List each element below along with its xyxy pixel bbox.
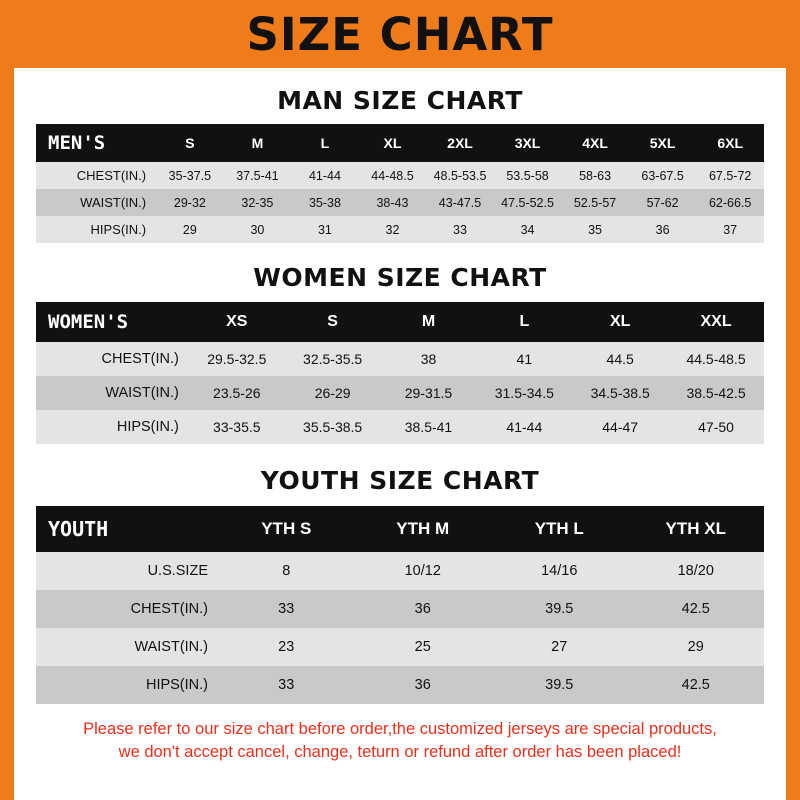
men-column-header: M [251,135,264,151]
women-column-header: S [327,313,338,330]
women-cell: 44.5 [606,351,634,367]
youth-cell: 39.5 [545,601,574,617]
man-section [14,86,786,243]
women-cell: 44.5-48.5 [686,351,746,367]
women-column-header: M [421,313,436,330]
women-table-body [36,342,764,444]
women-cell: 41 [516,351,533,367]
women-cell: 31.5-34.5 [494,385,554,401]
men-cell: 67.5-72 [708,168,752,183]
women-cell: 34.5-38.5 [590,385,650,401]
men-cell: 35 [588,222,603,237]
men-cell: 62-66.5 [708,195,752,210]
youth-cell: 8 [282,563,291,579]
men-cell: 35-37.5 [168,168,212,183]
men-column-header: L [320,135,330,151]
men-table-head [36,124,764,162]
men-cell: 36 [655,222,670,237]
page-title: SIZE CHART [246,7,554,61]
women-cell: 29-31.5 [404,385,453,401]
table-row [36,342,764,376]
women-section [14,263,786,444]
men-cell: 30 [250,222,265,237]
women-column-header: XXL [700,313,732,330]
women-cell: 44-47 [602,419,639,435]
youth-row-label: CHEST(IN.) [130,601,208,617]
men-column-header: 3XL [514,135,541,151]
women-cell: 47-50 [698,419,734,435]
men-cell: 37.5-41 [236,168,279,183]
men-cell: 52.5-57 [573,195,617,210]
youth-cell: 33 [278,601,295,617]
men-cell: 43-47.5 [438,195,482,210]
men-cell: 32 [385,222,400,237]
youth-section [14,466,786,704]
youth-row-label: HIPS(IN.) [145,677,208,693]
men-table-body [36,162,764,243]
youth-column-header: YTH M [396,519,450,538]
youth-header-row [36,506,764,552]
men-cell: 57-62 [646,195,679,210]
men-cell: 34 [520,222,535,237]
youth-size-table [36,506,764,704]
women-section-title: WOMEN SIZE CHART [253,263,547,292]
youth-cell: 23 [278,639,295,655]
youth-section-title: YOUTH SIZE CHART [260,466,540,495]
youth-cell: 14/16 [541,563,578,579]
youth-cell: 39.5 [545,677,574,693]
youth-column-header: YTH L [534,519,584,538]
men-cell: 38-43 [376,195,409,210]
women-column-header: XL [609,313,631,330]
women-cell: 38.5-41 [404,419,453,435]
men-row-header-label: MEN'S [48,132,106,154]
table-row [36,376,764,410]
women-cell: 41-44 [506,419,543,435]
women-cell: 35.5-38.5 [303,419,363,435]
table-row [36,590,764,628]
women-row-label: WAIST(IN.) [105,385,179,401]
women-cell: 32.5-35.5 [303,351,363,367]
women-column-header: L [519,313,530,330]
youth-cell: 10/12 [404,563,441,579]
women-cell: 33-35.5 [213,419,261,435]
men-cell: 41-44 [308,168,341,183]
men-column-header: S [185,135,195,151]
men-column-header: 2XL [447,135,473,151]
women-cell: 38.5-42.5 [686,385,746,401]
notice-line-2: we don't accept cancel, change, teturn or refund after order has been placed! [118,743,682,762]
youth-column-header: YTH XL [665,519,726,538]
youth-row-label: U.S.SIZE [147,563,208,579]
youth-cell: 27 [551,639,568,655]
women-row-label: CHEST(IN.) [101,351,179,367]
youth-column-header: YTH S [261,519,312,538]
youth-cell: 18/20 [677,563,714,579]
men-cell: 32-35 [241,195,274,210]
women-cell: 29.5-32.5 [207,351,267,367]
men-column-header: 6XL [717,135,744,151]
men-cell: 47.5-52.5 [501,195,554,210]
banner [0,0,800,68]
table-row [36,552,764,590]
table-row [36,216,764,243]
youth-table-head [36,506,764,552]
table-row [36,162,764,189]
men-row-label: CHEST(IN.) [76,168,147,183]
table-row [36,628,764,666]
women-cell: 26-29 [314,385,351,401]
men-column-header: XL [383,135,402,151]
order-notice [14,718,786,765]
men-cell: 31 [317,222,332,237]
youth-cell: 33 [278,677,295,693]
men-cell: 58-63 [579,168,612,183]
men-cell: 37 [723,222,738,237]
youth-row-label: WAIST(IN.) [134,639,208,655]
women-table-head [36,302,764,342]
men-cell: 29-32 [173,195,206,210]
men-cell: 29 [182,222,197,237]
youth-row-header-label: YOUTH [48,517,109,541]
men-header-row [36,124,764,162]
men-cell: 35-38 [308,195,341,210]
table-row [36,410,764,444]
men-cell: 63-67.5 [641,168,684,183]
men-row-label: WAIST(IN.) [80,195,147,210]
women-row-header-label: WOMEN'S [48,311,129,333]
men-cell: 44-48.5 [371,168,414,183]
notice-line-1: Please refer to our size chart before order,the customized jerseys are special products, [83,720,717,738]
men-size-table [36,124,764,243]
men-cell: 53.5-58 [506,168,549,183]
table-row [36,666,764,704]
youth-cell: 42.5 [681,677,710,693]
women-cell: 23.5-26 [213,385,261,401]
youth-table-body [36,552,764,704]
men-column-header: 5XL [649,135,676,151]
men-cell: 48.5-53.5 [433,168,487,183]
men-cell: 33 [453,222,467,237]
women-cell: 38 [420,351,437,367]
women-size-table [36,302,764,444]
women-header-row [36,302,764,342]
youth-cell: 36 [414,677,431,693]
youth-cell: 25 [414,639,431,655]
men-column-header: 4XL [582,135,608,151]
man-section-title: MAN SIZE CHART [277,86,523,115]
men-row-label: HIPS(IN.) [90,222,147,237]
youth-cell: 42.5 [681,601,710,617]
women-column-header: XS [226,313,248,330]
youth-cell: 36 [414,601,431,617]
table-row [36,189,764,216]
youth-cell: 29 [687,639,704,655]
women-row-label: HIPS(IN.) [116,419,179,435]
